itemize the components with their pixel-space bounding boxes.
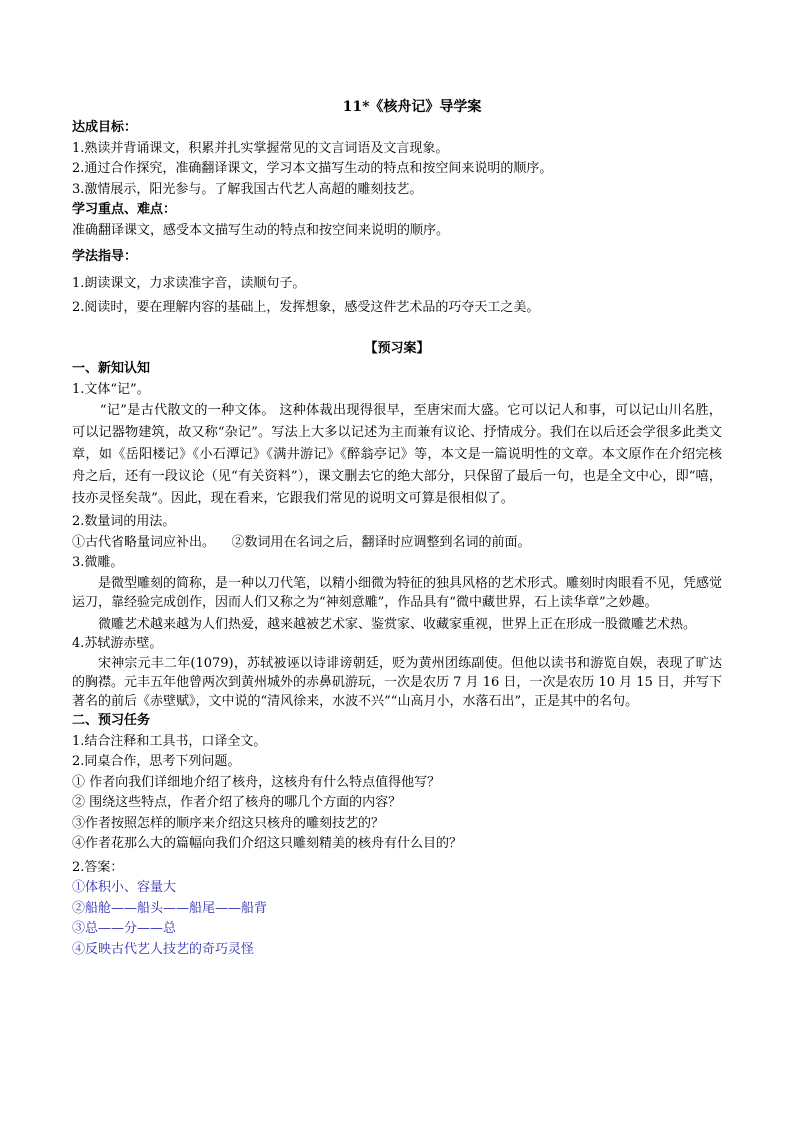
objective-item: 3.激情展示，阳光参与。了解我国古代艺人高超的雕刻技艺。	[72, 181, 423, 197]
question-item: ③作者按照怎样的顺序来介绍这只核舟的雕刻技艺的？	[72, 815, 385, 831]
method-item: 1.朗读课文，力求读准字音，读顺句子。	[72, 275, 306, 291]
question-item: ④作者花那么大的篇幅向我们介绍这只雕刻精美的核舟有什么目的？	[72, 836, 463, 851]
focus-text: 准确翻译课文，感受本文描写生动的特点和按空间来说明的顺序。	[72, 222, 450, 238]
answer-heading: 2.答案：	[72, 859, 124, 875]
item-paragraph: “记”是古代散文的一种文体。 这种体裁出现得很早，至唐宋而大盛。它可以记人和事，可以记山川名胜，可以记器物建筑，故又称“杂记”。写法上大多以记述为主而兼有议论、抒情成分。我们在以后还会学很多此类文章，如《岳阳楼记》《小石潭记》《满井游记》《醉翁亭记》等，本文是一篇说明性的文章。本文原作在介绍完核舟之后，还有一段议论（见“有关资料”），课文删去它的绝大部分，只保留了最后一句，也是全文中心，即“嘻，技亦灵怪矣哉”。因此，现在看来，它跟我们常见的说明文可算是很相似了。	[72, 403, 722, 506]
answer-item: ①体积小、容量大	[72, 880, 177, 895]
question-item: ② 围绕这些特点，作者介绍了核舟的哪几个方面的内容？	[72, 795, 402, 810]
focus-heading: 学习重点、难点：	[72, 202, 177, 217]
item-paragraph: 宋神宗元丰二年(1079)，苏轼被诬以诗诽谤朝廷，贬为黄州团练副使。但他以读书和游览自娱，表现了旷达的胸襟。元丰五年他曾两次到黄州城外的赤鼻矶游玩，一次是农历 7 月 16 日，一次是农历 10 月 15 日，并写下著名的前后《赤壁赋》，文中说的“清风徐来，水波不兴”“山高月小，水落石出”，正是其中的名句。	[72, 656, 722, 709]
answer-item: ④反映古代艺人技艺的奇巧灵怪	[72, 941, 255, 957]
question-item: ① 作者向我们详细地介绍了核舟，这核舟有什么特点值得他写？	[72, 774, 441, 790]
task-item: 1.结合注释和工具书，口译全文。	[72, 733, 267, 749]
task-item: 2.同桌合作，思考下列问题。	[72, 754, 241, 769]
item-title: 3.微雕。	[72, 555, 124, 570]
method-heading: 学法指导：	[72, 249, 138, 264]
answer-item: ②船舱——船头——船尾——船背	[72, 900, 268, 916]
item-title: 2.数量词的用法。	[72, 514, 176, 529]
section-heading: 二、预习任务	[72, 713, 151, 728]
preview-heading: 【预习案】	[364, 340, 430, 356]
objective-item: 2.通过合作探究，准确翻译课文，学习本文描写生动的特点和按空间来说明的顺序。	[72, 161, 553, 176]
objectives-heading: 达成目标：	[72, 120, 138, 135]
objective-item: 1.熟读并背诵课文，积累并扎实掌握常见的文言词语及文言现象。	[72, 140, 449, 156]
item-text: ①古代省略量词应补出。 ②数词用在名词之后，翻译时应调整到名词的前面。	[72, 534, 531, 550]
item-paragraph: 微雕艺术越来越为人们热爱，越来越被艺术家、鉴赏家、收藏家重视，世界上正在形成一股微雕艺术热。	[98, 616, 697, 632]
item-paragraph: 是微型雕刻的简称，是一种以刀代笔，以精小细微为特征的独具风格的艺术形式。雕刻时肉眼看不见，凭感觉运刀，靠经验完成创作，因而人们又称之为“神刻意雕”，作品具有“微中藏世界，石上读华章”之妙趣。	[72, 575, 723, 610]
document-title: 11*《核舟记》导学案	[342, 99, 482, 115]
method-item: 2.阅读时，要在理解内容的基础上，发挥想象，感受这件艺术品的巧夺天工之美。	[72, 300, 540, 315]
document-page	[72, 96, 722, 960]
item-title: 4.苏轼游赤壁。	[72, 635, 163, 651]
item-title: 1.文体“记”。	[72, 381, 150, 397]
answer-item: ③总——分——总	[72, 921, 177, 936]
section-heading: 一、新知认知	[72, 361, 151, 376]
